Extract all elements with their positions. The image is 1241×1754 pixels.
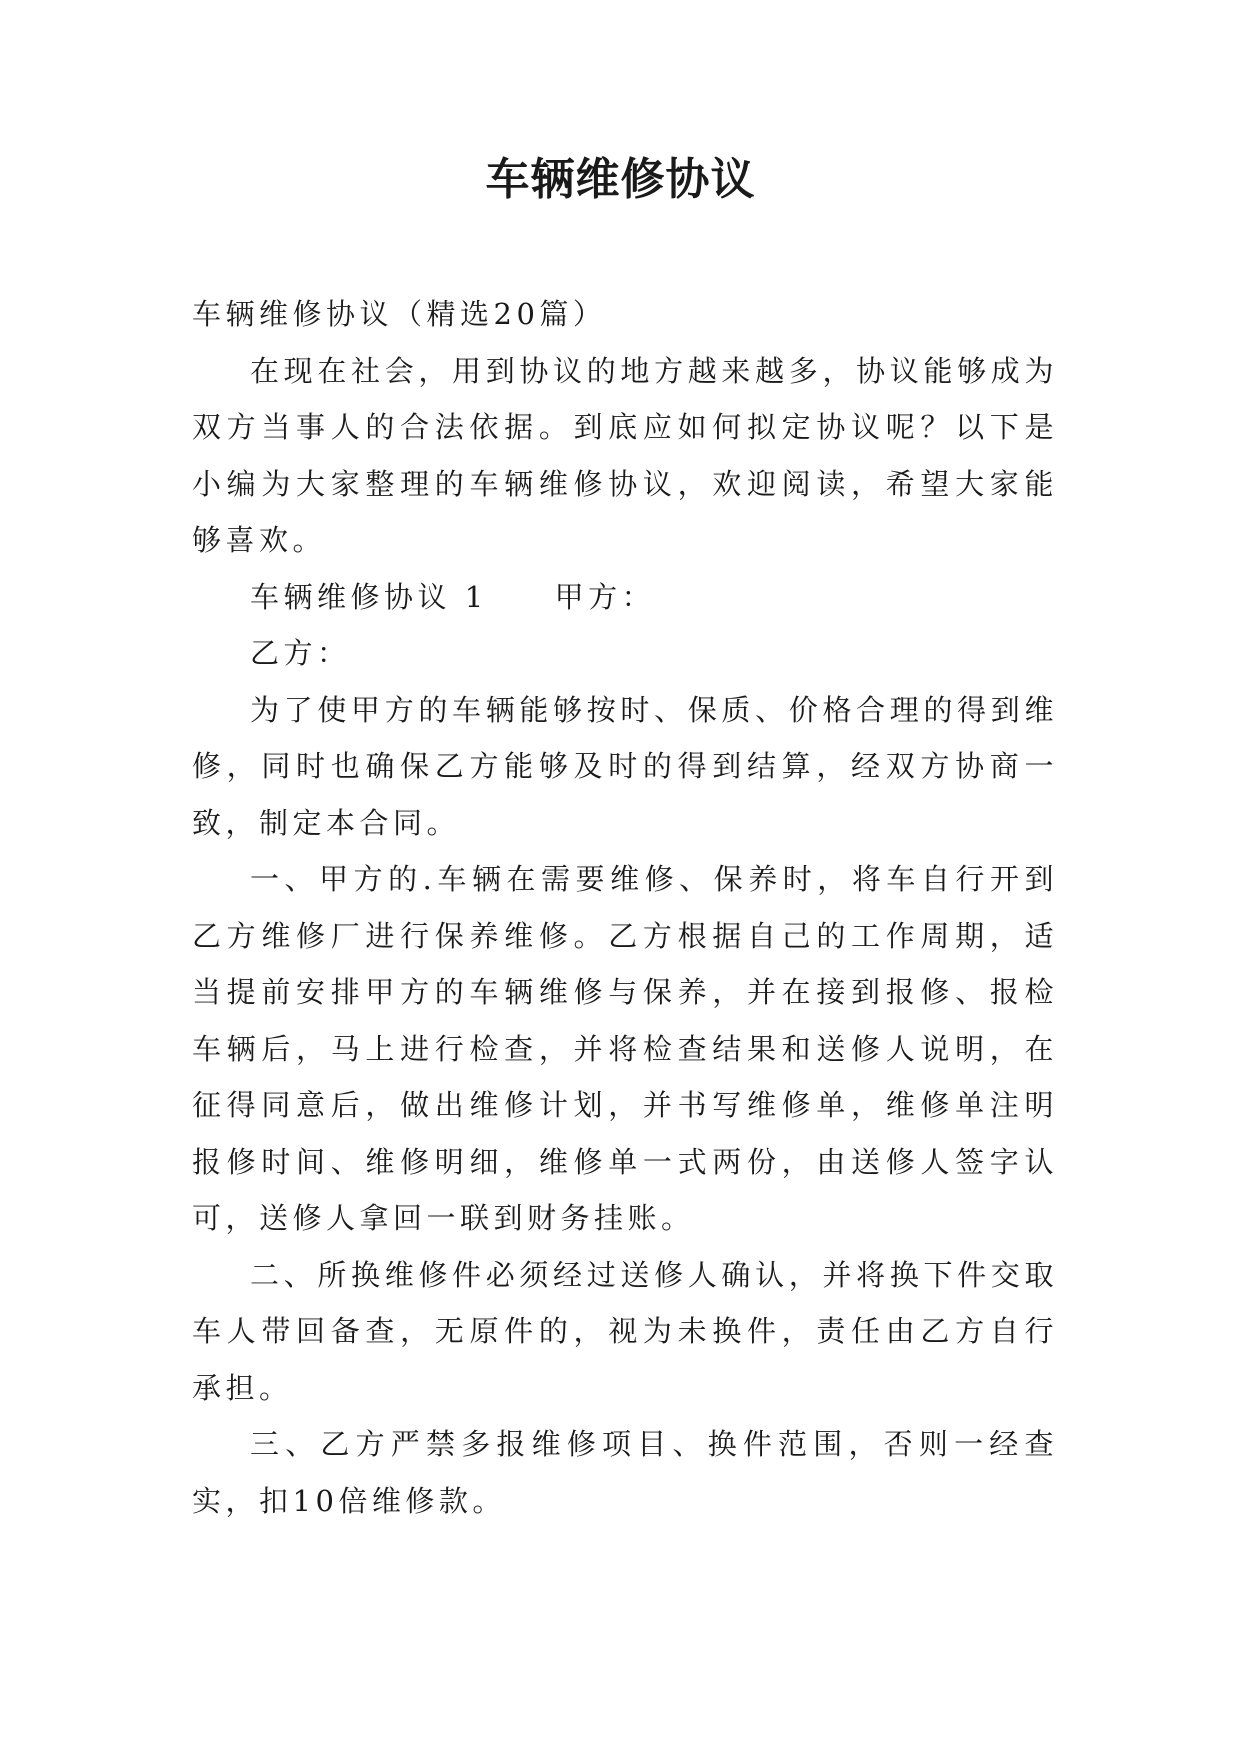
preamble-paragraph: 为了使甲方的车辆能够按时、保质、价格合理的得到维修，同时也确保乙方能够及时的得到结算，经双方协商一致，制定本合同。 [192,692,1058,840]
clause-2-paragraph: 二、所换维修件必须经过送修人确认，并将换下件交取车人带回备查，无原件的，视为未换件，责任由乙方自行承担。 [192,1257,1058,1405]
document-subtitle: 车辆维修协议（精选20篇） [192,297,607,331]
document-body [192,286,1058,1529]
party-b-line: 乙方： [250,636,351,670]
document-title: 车辆维修协议 [485,154,756,205]
intro-paragraph: 在现在社会，用到协议的地方越来越多，协议能够成为双方当事人的合法依据。到底应如何拟定协议呢？以下是小编为大家整理的车辆维修协议，欢迎阅读，希望大家能够喜欢。 [192,353,1058,557]
agreement-heading-party-a: 车辆维修协议 1 甲方： [250,579,656,614]
clause-3-paragraph: 三、乙方严禁多报维修项目、换件范围，否则一经查实，扣10倍维修款。 [192,1427,1058,1518]
clause-1-paragraph: 一、甲方的.车辆在需要维修、保养时，将车自行开到乙方维修厂进行保养维修。乙方根据自己的工作周期，适当提前安排甲方的车辆维修与保养，并在接到报修、报检车辆后，马上进行检查，并将检查结果和送修人说明，在征得同意后，做出维修计划，并书写维修单，维修单注明报修时间、维修明细，维修单一式两份，由送修人签字认可，送修人拿回一联到财务挂账。 [192,862,1058,1235]
